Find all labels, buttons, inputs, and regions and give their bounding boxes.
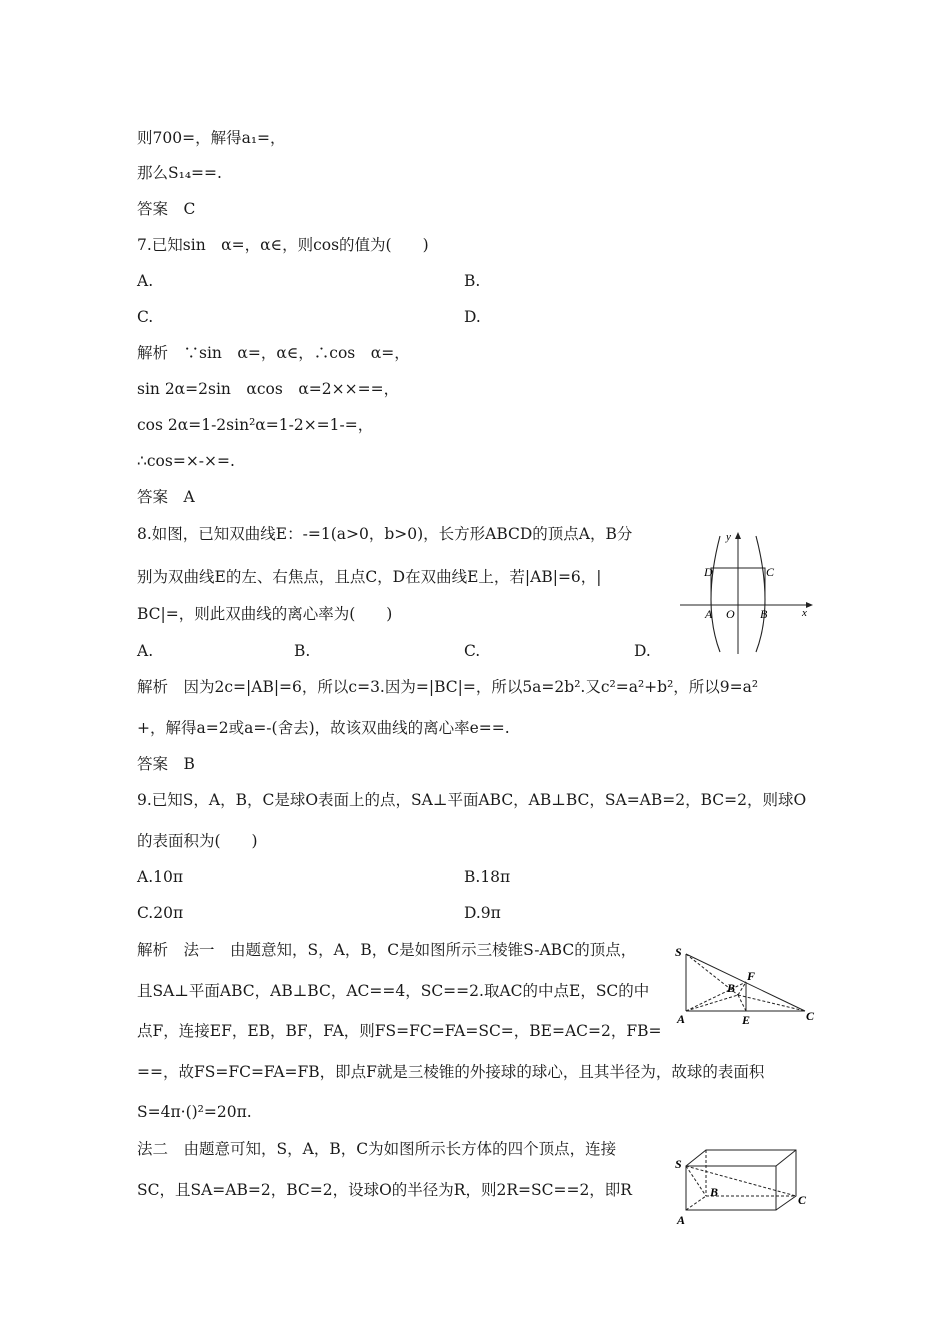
- label-c: C: [766, 565, 775, 579]
- q7-solution-4: ∴cos=×-×=.: [137, 452, 235, 470]
- label-a: A: [677, 1012, 686, 1026]
- label-y: y: [726, 531, 731, 543]
- q9-method-2-line-1: 法二 由题意可知，S，A，B，C为如图所示长方体的四个顶点，连接: [137, 1140, 617, 1158]
- label-a: A: [705, 607, 713, 621]
- label-b: B: [727, 981, 736, 995]
- q7-solution-3: cos 2α=1-2sin²α=1-2×=1-=，: [137, 416, 374, 434]
- x-axis-arrow: [806, 602, 813, 608]
- label-o: O: [726, 607, 735, 621]
- q7-option-c: C.: [137, 308, 154, 326]
- label-e: E: [742, 1013, 751, 1027]
- q9-option-c: C.20π: [137, 904, 184, 922]
- q9-solution-3: 点F，连接EF，EB，BF，FA，则FS=FC=FA=SC=，BE=AC=2，FB=: [137, 1022, 662, 1040]
- label-b: B: [710, 1185, 719, 1199]
- question-7: 7.已知sin α=，α∈，则cos的值为( ): [137, 236, 429, 254]
- q9-solution-1: 解析 法一 由题意知，S，A，B，C是如图所示三棱锥S-ABC的顶点，: [137, 941, 637, 959]
- label-x: x: [802, 607, 807, 619]
- question-9-line-1: 9.已知S，A，B，C是球O表面上的点，SA⊥平面ABC，AB⊥BC，SA=AB=2，BC=2，则球O: [137, 791, 807, 809]
- pyramid-figure: [672, 944, 822, 1028]
- q7-solution-1: 解析 ∵sin α=，α∈，∴cos α=，: [137, 344, 410, 362]
- hyperbola-figure: [676, 528, 816, 658]
- label-f: F: [747, 969, 756, 983]
- q7-solution-2: sin 2α=2sin αcos α=2××==，: [137, 380, 400, 398]
- box-figure: [672, 1144, 822, 1228]
- q9-solution-4: ==，故FS=FC=FA=FB，即点F就是三棱锥的外接球的球心，且其半径为，故球的表面积: [137, 1063, 765, 1081]
- q7-option-b: B.: [464, 272, 481, 290]
- q9-solution-5: S=4π·()²=20π.: [137, 1103, 252, 1121]
- question-9-line-2: 的表面积为( ): [137, 832, 258, 850]
- label-s: S: [675, 1157, 682, 1171]
- q9-option-a: A.10π: [137, 868, 184, 886]
- label-s: S: [675, 945, 682, 959]
- q9-option-b: B.18π: [464, 868, 511, 886]
- label-a: A: [677, 1213, 686, 1227]
- right-branch: [756, 536, 765, 652]
- question-8-line-1: 8.如图，已知双曲线E：-=1(a>0，b>0)，长方形ABCD的顶点A，B分: [137, 525, 633, 543]
- answer-8: 答案 B: [137, 755, 195, 773]
- q9-solution-2: 且SA⊥平面ABC，AB⊥BC，AC==4，SC==2.取AC的中点E，SC的中: [137, 982, 650, 1000]
- q8-option-c: C.: [464, 642, 481, 660]
- q8-solution-2: +，解得a=2或a=-(舍去)，故该双曲线的离心率e==.: [137, 719, 510, 737]
- label-c: C: [806, 1009, 815, 1023]
- left-branch: [711, 536, 720, 652]
- label-b: B: [760, 607, 768, 621]
- q7-option-d: D.: [464, 308, 481, 326]
- q9-method-2-line-2: SC，且SA=AB=2，BC=2，设球O的半径为R，则2R=SC==2，即R: [137, 1181, 632, 1199]
- q9-option-d: D.9π: [464, 904, 501, 922]
- line-1: 则700=，解得a₁=，: [137, 129, 286, 147]
- label-c: C: [798, 1193, 807, 1207]
- q8-option-d: D.: [634, 642, 651, 660]
- answer-7: 答案 A: [137, 488, 195, 506]
- question-8-line-3: BC|=，则此双曲线的离心率为( ): [137, 605, 393, 623]
- label-d: D: [704, 565, 713, 579]
- answer-6: 答案 C: [137, 200, 196, 218]
- q8-solution-1: 解析 因为2c=|AB|=6，所以c=3.因为=|BC|=，所以5a=2b².又c²=a²+b²，所以9=a²: [137, 678, 759, 696]
- line-2: 那么S₁₄==.: [137, 164, 222, 182]
- q7-option-a: A.: [137, 272, 154, 290]
- y-axis-arrow: [735, 532, 741, 539]
- q8-option-a: A.: [137, 642, 154, 660]
- q8-option-b: B.: [294, 642, 311, 660]
- question-8-line-2: 别为双曲线E的左、右焦点，且点C，D在双曲线E上，若|AB|=6，|: [137, 568, 602, 586]
